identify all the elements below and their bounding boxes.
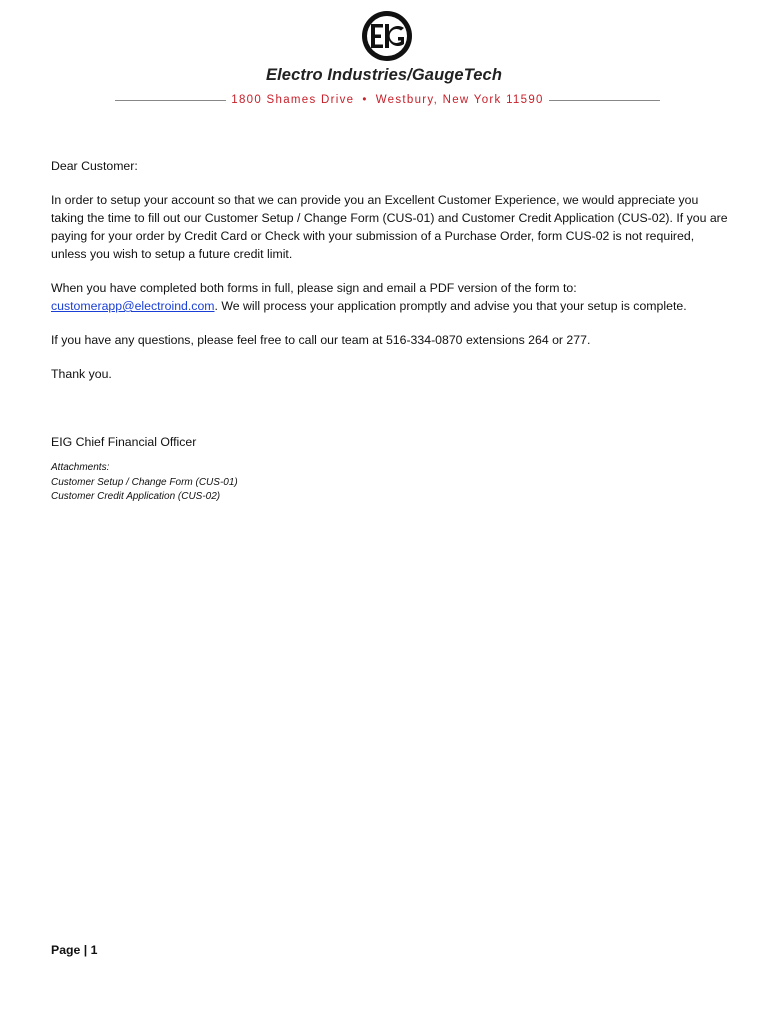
- address-row: [115, 92, 660, 108]
- page-number: Page | 1: [51, 943, 98, 957]
- address-street: 1800 Shames Drive: [231, 94, 355, 106]
- attachment-item: Customer Setup / Change Form (CUS-01): [51, 476, 238, 488]
- greeting: Dear Customer:: [51, 159, 138, 173]
- paragraph-email: [51, 279, 731, 315]
- attachments: [51, 461, 731, 505]
- eig-logo-icon: [357, 10, 417, 62]
- letter-body: [51, 157, 731, 505]
- paragraph-questions: If you have any questions, please feel free to call our team at 516-334-0870 extensions 264 or 277.: [51, 333, 591, 347]
- paragraph-email-rest: . We will process your application promptly and advise you that your setup is complete.: [214, 299, 687, 313]
- attachment-item: Customer Credit Application (CUS-02): [51, 491, 221, 502]
- address-separator: •: [362, 94, 368, 106]
- email-link[interactable]: customerapp@electroind.com: [51, 299, 215, 313]
- address-city: Westbury, New York 11590: [375, 94, 544, 106]
- address-rule-left: [115, 100, 226, 101]
- paragraph-setup: In order to setup your account so that we can provide you an Excellent Customer Experience, we would appreciate you taking the time to fill out our Customer Setup / Change Form (CUS-01) and Customer Credit Application (CUS-02). If you are paying for your order by Credit Card or Check with your submission of a Purchase Order, form CUS-02 is not required, unless you wish to setup a future credit limit.: [51, 193, 728, 261]
- signature-space: [51, 399, 731, 433]
- address: [226, 94, 548, 106]
- address-rule-right: [549, 100, 660, 101]
- signature: EIG Chief Financial Officer: [51, 435, 197, 449]
- company-name: Electro Industries/GaugeTech: [266, 66, 502, 84]
- closing: Thank you.: [51, 367, 112, 381]
- paragraph-email-intro: When you have completed both forms in full, please sign and email a PDF version of the form to:: [51, 281, 577, 295]
- attachments-label: Attachments:: [51, 462, 110, 473]
